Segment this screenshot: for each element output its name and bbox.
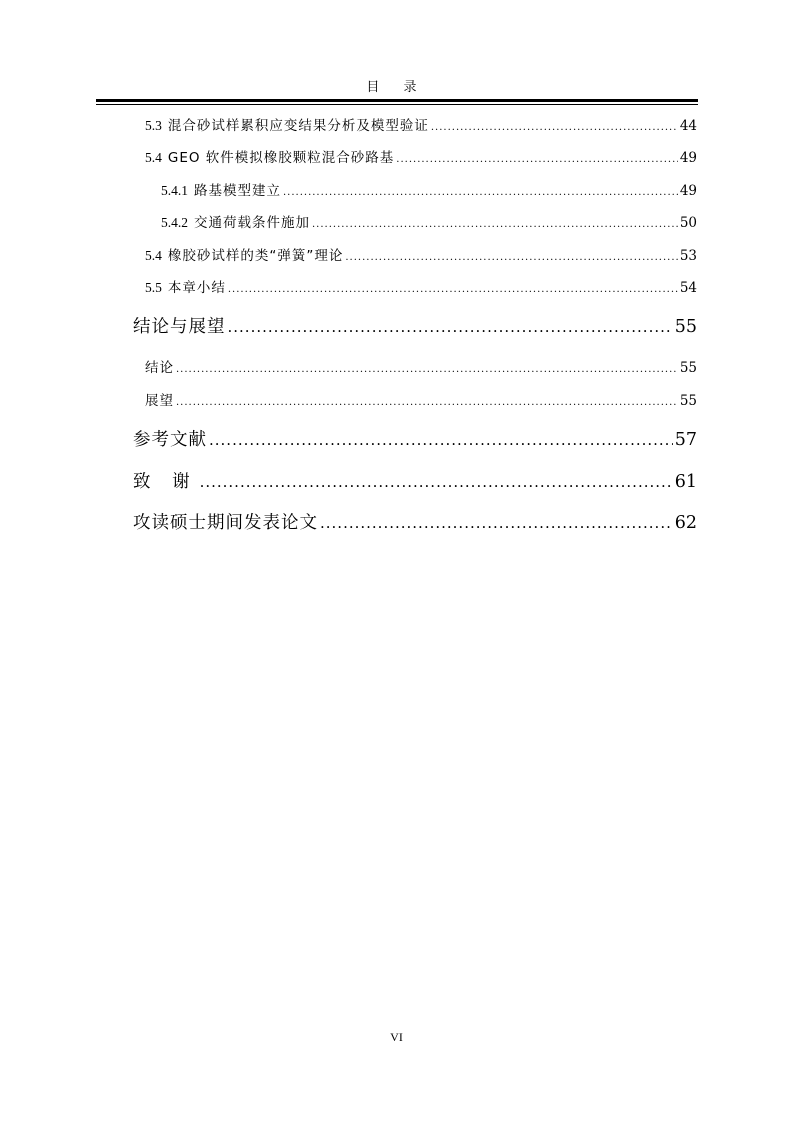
leader-dots bbox=[209, 431, 673, 449]
toc-entry-page: 61 bbox=[674, 472, 697, 492]
leader-dots bbox=[228, 284, 678, 295]
toc-entry-title: 混合砂试样累积应变结果分析及模型验证 bbox=[167, 118, 429, 134]
toc-entry-conclusion-outlook[interactable] bbox=[133, 313, 697, 338]
toc-entry-title: 致 谢 bbox=[133, 472, 198, 492]
toc-entry-page: 53 bbox=[679, 248, 697, 264]
toc-entry-title: 结论 bbox=[145, 360, 174, 376]
toc-entry-5-5[interactable] bbox=[145, 276, 697, 296]
toc-entry-title: 展望 bbox=[145, 393, 174, 409]
leader-dots bbox=[283, 187, 678, 198]
toc-entry-page: 50 bbox=[679, 215, 697, 231]
leader-dots bbox=[200, 473, 673, 491]
toc-entry-title: 橡胶砂试样的类“弹簧”理论 bbox=[167, 248, 344, 264]
toc-entry-number: 5.4 bbox=[145, 248, 162, 263]
toc-entry-title: 路基模型建立 bbox=[194, 183, 281, 199]
toc-entry-page: 62 bbox=[674, 513, 697, 533]
toc-entry-5-4-1[interactable] bbox=[161, 179, 697, 199]
toc-entry-5-4-2[interactable] bbox=[161, 211, 697, 231]
page-number-footer: VI bbox=[390, 1030, 403, 1044]
toc-entry-outlook[interactable] bbox=[145, 389, 697, 409]
toc-entry-title: 交通荷载条件施加 bbox=[194, 215, 310, 231]
toc-entry-5-4-geo[interactable] bbox=[145, 146, 697, 166]
leader-dots bbox=[396, 154, 678, 165]
toc-entry-page: 44 bbox=[679, 118, 697, 134]
toc-entry-references[interactable] bbox=[133, 426, 697, 451]
toc-entry-publications[interactable] bbox=[133, 509, 697, 534]
toc-entry-number: 5.4 bbox=[145, 150, 162, 165]
toc-entry-title: 参考文献 bbox=[133, 430, 207, 450]
leader-dots bbox=[176, 397, 678, 408]
toc-entry-page: 55 bbox=[679, 393, 697, 409]
toc-entry-title: 本章小结 bbox=[167, 280, 226, 296]
toc-entry-page: 49 bbox=[679, 150, 697, 166]
toc-entry-5-3[interactable] bbox=[145, 114, 697, 134]
leader-dots bbox=[228, 318, 673, 336]
toc-entry-number: 5.3 bbox=[145, 118, 162, 133]
toc-entry-acknowledgements[interactable] bbox=[133, 468, 697, 493]
leader-dots bbox=[312, 219, 678, 230]
toc-entry-number: 5.4.1 bbox=[161, 183, 188, 198]
toc-entry-title: 攻读硕士期间发表论文 bbox=[133, 513, 318, 533]
toc-entry-title: 结论与展望 bbox=[133, 317, 226, 337]
leader-dots bbox=[176, 364, 678, 375]
toc-entry-page: 55 bbox=[674, 317, 697, 337]
leader-dots bbox=[320, 514, 673, 532]
toc-entry-5-4-spring[interactable] bbox=[145, 244, 697, 264]
leader-dots bbox=[345, 252, 677, 263]
leader-dots bbox=[431, 122, 678, 133]
toc-entry-number: 5.5 bbox=[145, 280, 162, 295]
toc-entry-page: 49 bbox=[679, 183, 697, 199]
toc-entry-page: 55 bbox=[679, 360, 697, 376]
toc-entry-conclusion[interactable] bbox=[145, 356, 697, 376]
toc-entry-page: 54 bbox=[679, 280, 697, 296]
toc-entry-title: GEO 软件模拟橡胶颗粒混合砂路基 bbox=[167, 150, 395, 166]
page-header-title: 目 录 bbox=[366, 80, 427, 95]
toc-entry-page: 57 bbox=[674, 430, 697, 450]
toc-entry-number: 5.4.2 bbox=[161, 215, 188, 230]
